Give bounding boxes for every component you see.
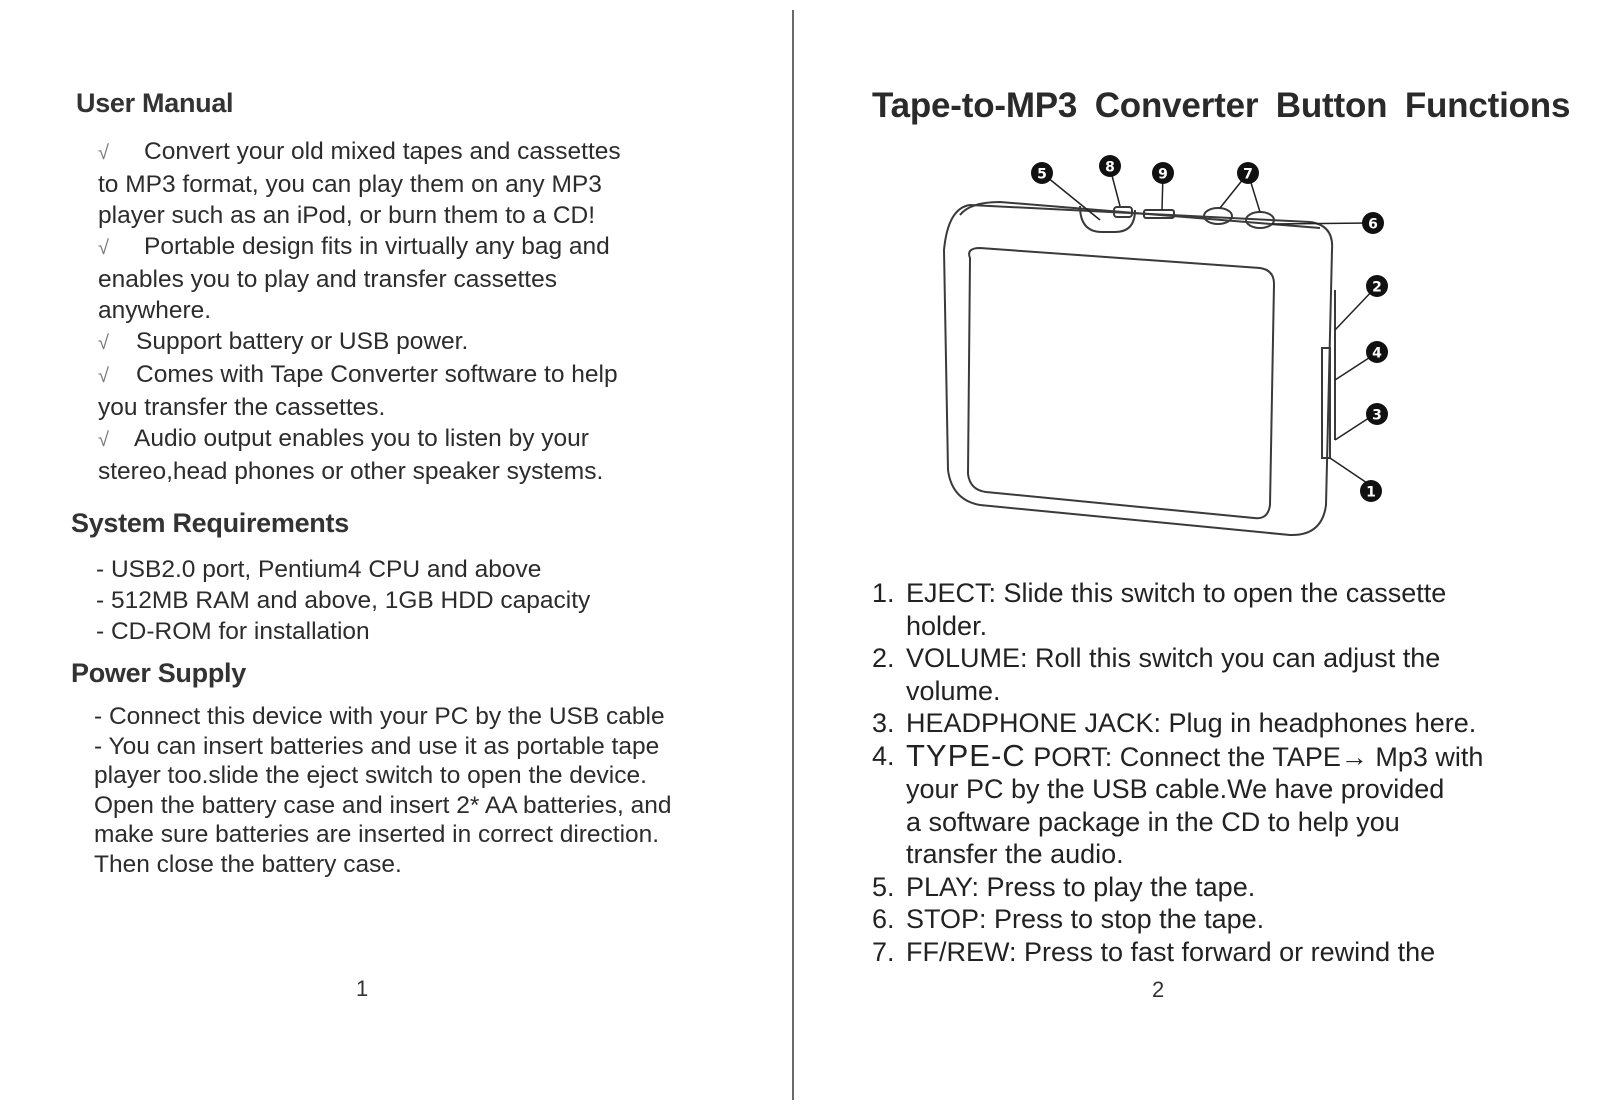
list-item: 4. TYPE-C PORT: Connect the TAPE→ Mp3 with your PC by the USB cable.We have provided a software package in the CD to help you transfer the audio. (872, 737, 1484, 869)
power-line: Open the battery case and insert 2* AA batteries, and (94, 791, 672, 819)
system-requirements-heading: System Requirements (71, 508, 349, 538)
page-number: 1 (356, 976, 369, 1001)
page-number: 2 (1152, 977, 1165, 1002)
list-item: 5. PLAY: Press to play the tape. (872, 871, 1256, 902)
svg-text:8: 8 (1105, 159, 1115, 176)
svg-text:1: 1 (1366, 484, 1376, 501)
bullet-line: √ Audio output enables you to listen by your (98, 423, 621, 456)
list-item: 3. HEADPHONE JACK: Plug in headphones here. (872, 708, 1477, 738)
power-supply-text (94, 702, 672, 879)
svg-text:9: 9 (1158, 166, 1168, 183)
requirement-line: - 512MB RAM and above, 1GB HDD capacity (96, 587, 591, 614)
svg-text:4: 4 (1372, 345, 1382, 362)
power-line: - Connect this device with your PC by the USB cable (94, 703, 665, 730)
bullet-line: to MP3 format, you can play them on any MP3 (98, 171, 602, 198)
device-top-edge (960, 202, 1320, 228)
bullet-line: anywhere. (98, 297, 212, 324)
bullet-line: √ Convert your old mixed tapes and cassettes (98, 136, 621, 169)
power-line: make sure batteries are inserted in correct direction. (94, 821, 660, 848)
check-icon: √ (98, 365, 109, 387)
requirement-line: - USB2.0 port, Pentium4 CPU and above (96, 556, 542, 583)
page-divider (792, 10, 794, 1100)
list-item: 7. FF/REW: Press to fast forward or rewind the (872, 936, 1436, 967)
device-body (944, 205, 1332, 535)
bullet-line: √ Support battery or USB power. (98, 326, 621, 359)
check-icon: √ (98, 142, 109, 164)
bullet-line: √ Comes with Tape Converter software to help (98, 359, 621, 392)
user-manual-bullets (98, 136, 621, 487)
svg-text:3: 3 (1372, 407, 1382, 424)
bullet-line: you transfer the cassettes. (98, 394, 386, 421)
system-requirements-list (96, 554, 590, 647)
list-item: 1. EJECT: Slide this switch to open the cassette holder. (872, 578, 1447, 641)
tape-window (968, 248, 1274, 518)
cassette-player-diagram (930, 140, 1410, 540)
power-supply-heading: Power Supply (71, 658, 246, 688)
power-line: Then close the battery case. (94, 850, 402, 878)
check-icon: √ (98, 332, 109, 354)
page-title: Tape-to-MP3 Converter Button Functions (872, 86, 1571, 125)
button-function-list (872, 577, 1483, 968)
check-icon: √ (98, 429, 109, 451)
type-c-label: TYPE-C (906, 737, 1026, 773)
left-page (0, 0, 790, 1104)
bullet-line: stereo,head phones or other speaker systems. (98, 458, 604, 485)
check-icon: √ (98, 237, 109, 259)
svg-text:2: 2 (1372, 279, 1382, 296)
svg-text:5: 5 (1037, 166, 1047, 183)
power-line: - You can insert batteries and use it as portable tape (94, 732, 660, 760)
svg-text:6: 6 (1368, 216, 1378, 233)
power-line: player too.slide the eject switch to open the device. (94, 762, 647, 789)
svg-text:7: 7 (1243, 166, 1253, 183)
bullet-line: √ Portable design fits in virtually any bag and (98, 231, 621, 264)
bullet-line: enables you to play and transfer cassettes (98, 266, 557, 293)
requirement-line: - CD-ROM for installation (96, 618, 370, 645)
user-manual-heading: User Manual (76, 88, 234, 118)
bullet-line: player such as an iPod, or burn them to a CD! (98, 202, 596, 229)
list-item: 6. STOP: Press to stop the tape. (872, 904, 1265, 934)
list-item: 2. VOLUME: Roll this switch you can adjust the volume. (872, 643, 1441, 706)
